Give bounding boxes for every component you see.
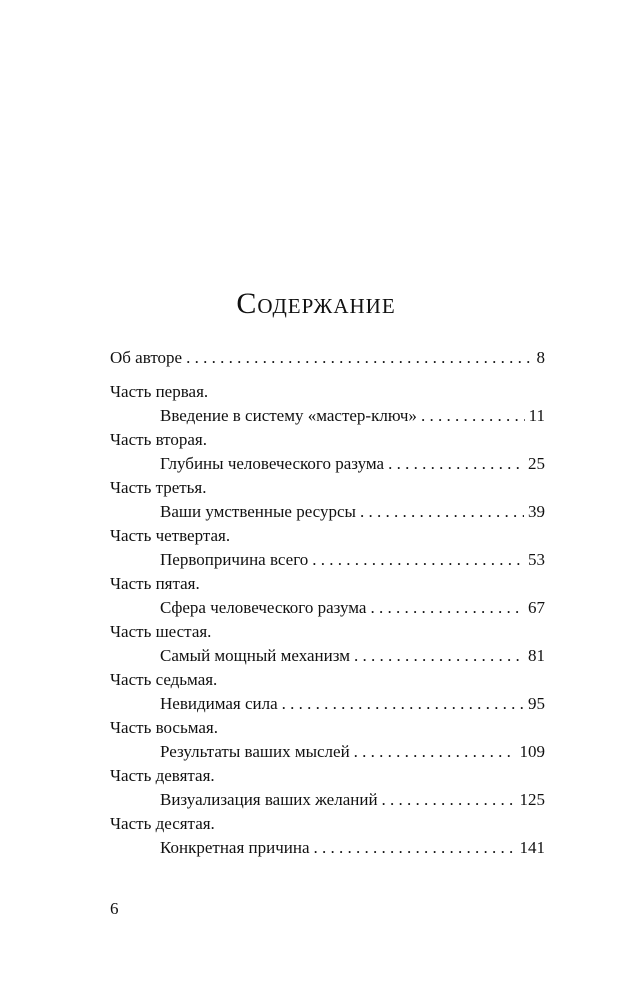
dot-leader	[354, 740, 516, 764]
toc-entry	[110, 404, 545, 428]
toc-entry	[110, 548, 545, 572]
toc-entry-title: Об авторе	[110, 348, 183, 367]
toc-page-number: 53	[528, 550, 545, 569]
page-number: 6	[110, 899, 119, 918]
toc-page-number: 125	[519, 790, 545, 809]
toc-entry	[110, 788, 545, 812]
toc-part-6	[110, 620, 545, 668]
dot-leader	[186, 346, 532, 370]
dot-leader	[421, 404, 525, 428]
toc-entry	[110, 500, 545, 524]
toc-part-label: Часть четвертая.	[110, 526, 231, 545]
toc-entry-title: Конкретная причина	[160, 838, 310, 857]
dot-leader	[312, 548, 524, 572]
dot-leader	[388, 452, 524, 476]
dot-leader	[360, 500, 524, 524]
toc-page-number: 81	[528, 646, 545, 665]
toc-entry-title: Невидимая сила	[160, 694, 278, 713]
toc-part-9	[110, 764, 545, 812]
table-of-contents	[110, 346, 545, 860]
dot-leader	[382, 788, 516, 812]
toc-part-8	[110, 716, 545, 764]
dot-leader	[354, 644, 524, 668]
toc-part-7	[110, 668, 545, 716]
toc-part-label: Часть третья.	[110, 478, 207, 497]
dot-leader	[314, 836, 516, 860]
toc-entry	[110, 740, 545, 764]
toc-page-number: 141	[519, 838, 545, 857]
toc-page-number: 39	[528, 502, 545, 521]
toc-entry	[110, 692, 545, 716]
toc-part-label: Часть пятая.	[110, 574, 200, 593]
toc-page-number: 11	[528, 406, 545, 425]
toc-page-number: 67	[528, 598, 545, 617]
toc-entry	[110, 644, 545, 668]
toc-entry-title: Визуализация ваших желаний	[160, 790, 378, 809]
page-title: Содержание	[236, 287, 396, 320]
toc-entry	[110, 836, 545, 860]
toc-entry-title: Сфера человеческого разума	[160, 598, 367, 617]
toc-part-label: Часть первая.	[110, 382, 209, 401]
toc-entry-title: Глубины человеческого разума	[160, 454, 385, 473]
toc-page-number: 109	[519, 742, 545, 761]
toc-part-label: Часть девятая.	[110, 766, 215, 785]
toc-part-5	[110, 572, 545, 620]
toc-page-number: 25	[528, 454, 545, 473]
toc-entry	[110, 452, 545, 476]
toc-entry-title: Самый мощный механизм	[160, 646, 350, 665]
toc-entry-title: Введение в систему «мастер-ключ»	[160, 406, 417, 425]
toc-part-3	[110, 476, 545, 524]
toc-entry-title: Первопричина всего	[160, 550, 309, 569]
toc-part-4	[110, 524, 545, 572]
toc-entry	[110, 596, 545, 620]
toc-part-10	[110, 812, 545, 860]
toc-part-label: Часть седьмая.	[110, 670, 218, 689]
toc-part-label: Часть вторая.	[110, 430, 207, 449]
toc-page-number: 8	[536, 348, 545, 367]
dot-leader	[370, 596, 524, 620]
toc-page-number: 95	[528, 694, 545, 713]
toc-entry-title: Ваши умственные ресурсы	[160, 502, 356, 521]
toc-part-1	[110, 380, 545, 428]
toc-part-label: Часть восьмая.	[110, 718, 218, 737]
dot-leader	[282, 692, 524, 716]
toc-entry-about	[110, 346, 545, 370]
toc-part-2	[110, 428, 545, 476]
toc-entry-title: Результаты ваших мыслей	[160, 742, 350, 761]
toc-part-label: Часть десятая.	[110, 814, 215, 833]
toc-part-label: Часть шестая.	[110, 622, 212, 641]
